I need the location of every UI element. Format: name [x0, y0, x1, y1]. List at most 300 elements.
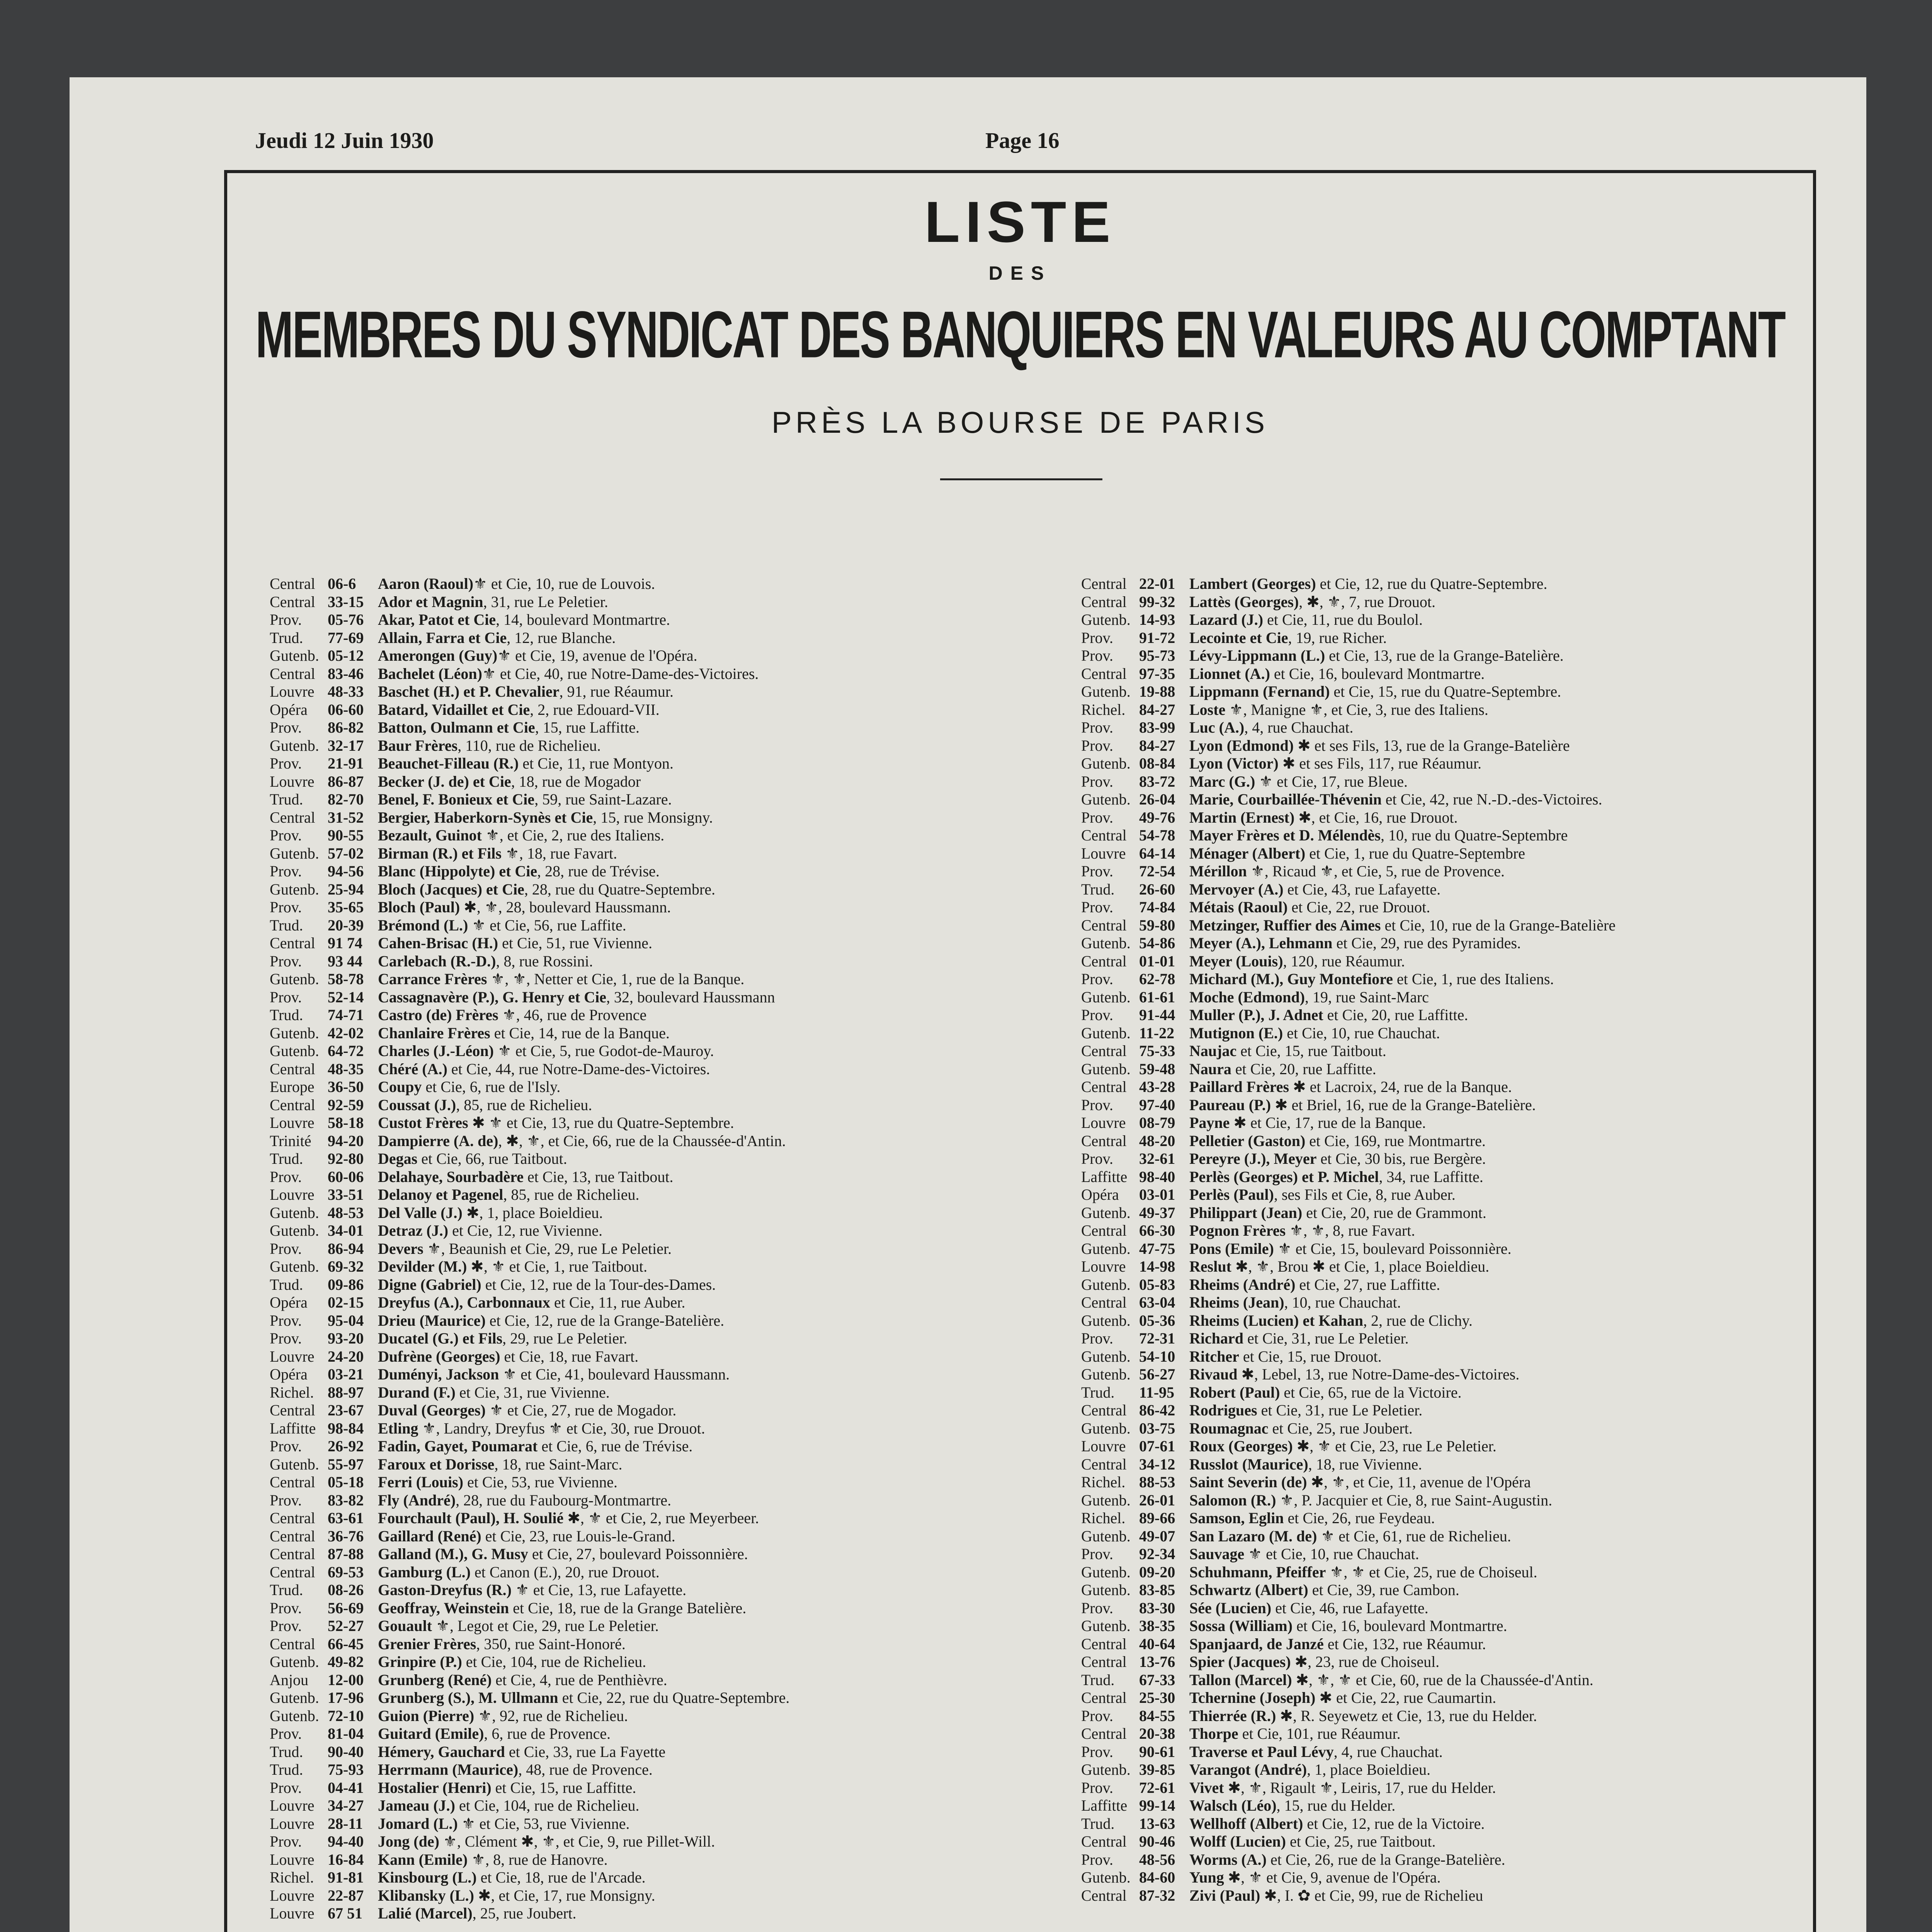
- member-exchange: Gutenb.: [270, 1258, 319, 1275]
- member-phone-number: 86-82: [328, 719, 364, 736]
- member-name: Reslut: [1189, 1258, 1231, 1275]
- member-phone-number: 14-98: [1139, 1258, 1175, 1275]
- member-phone-number: 26-60: [1139, 880, 1175, 898]
- member-address: ⚜, Clément ✱, ⚜, et Cie, 9, rue Pillet-Will.: [439, 1833, 715, 1850]
- member-entry: [378, 1743, 665, 1760]
- member-exchange: Gutenb.: [1081, 1617, 1131, 1634]
- member-address: ✱ et Briel, 16, rue de la Grange-Batelière.: [1271, 1096, 1536, 1114]
- member-row: [270, 665, 1035, 683]
- member-exchange: Louvre: [1081, 1437, 1126, 1455]
- member-row: [1081, 1312, 1846, 1330]
- member-phone-number: 14-93: [1139, 611, 1175, 628]
- member-phone-number: 33-15: [328, 593, 364, 611]
- member-exchange: Gutenb.: [270, 1042, 319, 1060]
- member-entry: [1189, 1366, 1519, 1383]
- member-entry: [1189, 1096, 1536, 1114]
- member-name: Luc (A.): [1189, 719, 1245, 736]
- member-entry: [378, 1779, 636, 1796]
- member-row: [270, 1330, 1035, 1348]
- member-name: Castro (de) Frères: [378, 1006, 498, 1024]
- member-name: Tchernine (Joseph): [1189, 1689, 1316, 1706]
- member-name: Pelletier (Gaston): [1189, 1132, 1306, 1150]
- member-phone-number: 90-40: [328, 1743, 364, 1760]
- member-exchange: Louvre: [1081, 1114, 1126, 1131]
- member-entry: [378, 988, 775, 1006]
- member-phone-number: 42-02: [328, 1024, 364, 1042]
- member-phone-number: 98-40: [1139, 1168, 1175, 1185]
- member-address: , 8, rue Rossini.: [496, 952, 593, 970]
- member-entry: [378, 1330, 627, 1347]
- member-address: , 15, rue du Helder.: [1276, 1797, 1396, 1814]
- member-address: ⚜, ⚜, Netter et Cie, 1, rue de la Banque.: [487, 970, 745, 988]
- member-exchange: Gutenb.: [1081, 791, 1131, 808]
- member-phone-number: 72-61: [1139, 1779, 1175, 1796]
- member-entry: [1189, 845, 1525, 862]
- member-name: Sauvage: [1189, 1545, 1245, 1563]
- member-name: Baur Frères: [378, 736, 458, 754]
- member-name: Tallon (Marcel): [1189, 1671, 1292, 1689]
- member-row: [1081, 1204, 1846, 1222]
- member-row: [270, 755, 1035, 773]
- member-row: [270, 898, 1035, 917]
- member-entry: [378, 1258, 647, 1275]
- member-name: Naujac: [1189, 1042, 1237, 1060]
- member-entry: [378, 1294, 685, 1311]
- title-rule: [940, 478, 1102, 480]
- member-exchange: Prov.: [270, 1725, 302, 1742]
- member-phone-number: 31-52: [328, 808, 364, 826]
- member-name: Rheims (André): [1189, 1276, 1296, 1293]
- member-entry: [1189, 934, 1521, 952]
- member-exchange: Gutenb.: [1081, 988, 1131, 1006]
- member-row: [1081, 755, 1846, 773]
- member-phone-number: 33-51: [328, 1186, 364, 1203]
- member-name: Sossa (William): [1189, 1617, 1293, 1634]
- member-entry: [1189, 665, 1485, 682]
- member-name: Worms (A.): [1189, 1850, 1267, 1868]
- member-exchange: Gutenb.: [1081, 1761, 1131, 1778]
- member-entry: [1189, 1150, 1486, 1167]
- member-phone-number: 59-48: [1139, 1060, 1175, 1078]
- member-entry: [1189, 1186, 1456, 1203]
- member-row: [270, 1060, 1035, 1078]
- member-address: ⚜ et Cie, 15, boulevard Poissonnière.: [1274, 1240, 1512, 1257]
- member-entry: [1189, 1456, 1422, 1473]
- member-phone-number: 91 74: [328, 934, 362, 952]
- member-exchange: Prov.: [1081, 772, 1113, 790]
- member-row: [270, 1006, 1035, 1024]
- member-name: Coupy: [378, 1078, 422, 1095]
- member-phone-number: 67 51: [328, 1905, 362, 1922]
- member-address: et Cie, 31, rue Vivienne.: [455, 1383, 610, 1401]
- member-entry: [1189, 1312, 1473, 1329]
- member-address: ✱, ⚜, et Cie, 11, avenue de l'Opéra: [1307, 1473, 1531, 1491]
- member-phone-number: 66-30: [1139, 1222, 1175, 1239]
- member-exchange: Prov.: [1081, 1096, 1113, 1114]
- member-name: Robert (Paul): [1189, 1383, 1280, 1401]
- member-row: [1081, 1743, 1846, 1761]
- member-address: , 12, rue Blanche.: [507, 629, 616, 646]
- member-name: Bergier, Haberkorn-Synès et Cie: [378, 808, 593, 826]
- title-main: MEMBRES DU SYNDICAT DES BANQUIERS EN VALEURS AU COMPTANT: [255, 298, 1785, 372]
- member-phone-number: 48-56: [1139, 1850, 1175, 1868]
- member-name: Traverse et Paul Lévy: [1189, 1743, 1334, 1760]
- member-phone-number: 72-54: [1139, 862, 1175, 880]
- member-entry: [378, 1473, 617, 1491]
- member-address: ✱, ⚜ et Cie, 2, rue Meyerbeer.: [563, 1509, 759, 1527]
- member-phone-number: 19-88: [1139, 683, 1175, 700]
- member-address: , 6, rue de Provence.: [484, 1725, 611, 1742]
- member-phone-number: 09-86: [328, 1276, 364, 1293]
- member-row: [270, 1689, 1035, 1707]
- member-entry: [378, 809, 713, 826]
- member-exchange: Prov.: [270, 1311, 302, 1329]
- member-address: et Cie, 16, boulevard Montmartre.: [1293, 1617, 1507, 1634]
- member-exchange: Central: [1081, 1833, 1127, 1850]
- member-phone-number: 48-33: [328, 683, 364, 700]
- member-phone-number: 36-50: [328, 1078, 364, 1095]
- member-phone-number: 74-84: [1139, 898, 1175, 916]
- member-name: Rheims (Jean): [1189, 1294, 1284, 1311]
- member-exchange: Prov.: [270, 988, 302, 1006]
- member-row: [1081, 1779, 1846, 1797]
- member-phone-number: 83-99: [1139, 719, 1175, 736]
- member-entry: [1189, 1258, 1489, 1275]
- member-entry: [1189, 1545, 1419, 1563]
- member-row: [1081, 737, 1846, 755]
- member-entry: [378, 1348, 638, 1365]
- member-row: [1081, 1006, 1846, 1024]
- member-name: Dreyfus (A.), Carbonnaux: [378, 1294, 550, 1311]
- member-address: ⚜, Beaunish et Cie, 29, rue Le Peletier.: [423, 1240, 672, 1257]
- member-row: [1081, 898, 1846, 917]
- member-row: [1081, 845, 1846, 863]
- member-address: ⚜ et Cie, 61, rue de Richelieu.: [1317, 1527, 1511, 1545]
- member-entry: [378, 1132, 786, 1150]
- member-exchange: Prov.: [1081, 1743, 1113, 1760]
- member-address: et Cie, 6, rue de l'Isly.: [422, 1078, 561, 1095]
- member-phone-number: 62-78: [1139, 970, 1175, 988]
- member-entry: [378, 1114, 734, 1131]
- member-entry: [1189, 1276, 1440, 1293]
- member-entry: [1189, 1779, 1496, 1796]
- member-name: Mayer Frères et D. Mélendès: [1189, 827, 1381, 844]
- member-name: Sée (Lucien): [1189, 1599, 1272, 1617]
- member-name: Varangot (André): [1189, 1761, 1307, 1778]
- member-row: [270, 1617, 1035, 1635]
- member-address: ✱ et ses Fils, 13, rue de la Grange-Batelière: [1294, 736, 1570, 754]
- member-exchange: Richel.: [270, 1869, 314, 1886]
- member-entry: [1189, 1869, 1441, 1886]
- member-address: et Cie, 31, rue Le Peletier.: [1257, 1401, 1423, 1419]
- member-row: [1081, 1492, 1846, 1510]
- member-phone-number: 84-27: [1139, 736, 1175, 754]
- title-bourse: PRÈS LA BOURSE DE PARIS: [771, 405, 1269, 439]
- member-row: [270, 1186, 1035, 1204]
- member-entry: [1189, 1653, 1439, 1670]
- member-row: [270, 593, 1035, 611]
- member-exchange: Trud.: [270, 791, 303, 808]
- member-exchange: Gutenb.: [1081, 1869, 1131, 1886]
- member-row: [270, 1527, 1035, 1546]
- member-phone-number: 67-33: [1139, 1671, 1175, 1689]
- member-name: Philippart (Jean): [1189, 1204, 1303, 1221]
- member-address: et Cie, 26, rue de la Grange-Batelière.: [1266, 1850, 1505, 1868]
- member-entry: [1189, 1635, 1486, 1653]
- member-address: et Cie, 39, rue Cambon.: [1308, 1581, 1459, 1599]
- member-address: et Cie, 10, rue de la Grange-Batelière: [1381, 916, 1616, 934]
- member-phone-number: 05-18: [328, 1473, 364, 1491]
- member-entry: [1189, 809, 1458, 826]
- member-name: Perlès (Georges) et P. Michel: [1189, 1168, 1379, 1185]
- content-frame: [224, 170, 1816, 1932]
- member-address: et Cie, 65, rue de la Victoire.: [1280, 1383, 1462, 1401]
- member-exchange: Gutenb.: [270, 844, 319, 862]
- member-row: [270, 1779, 1035, 1797]
- member-exchange: Gutenb.: [1081, 755, 1131, 772]
- member-name: Kinsbourg (L.): [378, 1869, 477, 1886]
- member-exchange: Central: [270, 1401, 315, 1419]
- member-row: [270, 701, 1035, 719]
- member-address: , 18, rue Saint-Marc.: [494, 1455, 622, 1473]
- member-name: Aaron (Raoul): [378, 575, 474, 592]
- member-phone-number: 17-96: [328, 1689, 364, 1706]
- member-entry: [1189, 881, 1440, 898]
- member-exchange: Louvre: [270, 1850, 315, 1868]
- member-phone-number: 95-73: [1139, 647, 1175, 664]
- member-address: et Cie, 18, rue de l'Arcade.: [476, 1869, 646, 1886]
- member-exchange: Gutenb.: [1081, 934, 1131, 952]
- member-phone-number: 92-59: [328, 1096, 364, 1114]
- member-entry: [378, 1527, 675, 1545]
- member-entry: [378, 898, 671, 916]
- member-row: [1081, 988, 1846, 1007]
- member-entry: [1189, 1707, 1537, 1725]
- member-address: et Cie, 4, rue de Penthièvre.: [492, 1671, 667, 1689]
- member-exchange: Prov.: [1081, 1545, 1113, 1563]
- member-row: [270, 1905, 1035, 1923]
- member-row: [270, 1761, 1035, 1779]
- member-address: , 1, place Boieldieu.: [1307, 1761, 1430, 1778]
- member-entry: [378, 1599, 746, 1617]
- member-address: , 350, rue Saint-Honoré.: [476, 1635, 626, 1653]
- member-entry: [378, 1833, 715, 1850]
- member-entry: [1189, 1599, 1429, 1617]
- member-exchange: Louvre: [270, 1815, 315, 1832]
- member-address: ✱, ⚜ et Cie, 23, rue Le Peletier.: [1293, 1437, 1497, 1455]
- member-exchange: Gutenb.: [1081, 1366, 1131, 1383]
- member-exchange: Central: [1081, 1455, 1127, 1473]
- member-phone-number: 03-21: [328, 1366, 364, 1383]
- member-name: Roumagnac: [1189, 1419, 1269, 1437]
- member-exchange: Central: [270, 1527, 315, 1545]
- member-address: ✱ et Cie, 17, rue de la Banque.: [1230, 1114, 1426, 1131]
- member-row: [1081, 1384, 1846, 1402]
- member-phone-number: 16-84: [328, 1850, 364, 1868]
- member-address: , 110, rue de Richelieu.: [457, 736, 601, 754]
- member-phone-number: 39-85: [1139, 1761, 1175, 1778]
- member-phone-number: 36-76: [328, 1527, 364, 1545]
- member-address: et Cie, 42, rue N.-D.-des-Victoires.: [1381, 791, 1602, 808]
- member-address: ⚜ et Cie, 10, rue Chauchat.: [1244, 1545, 1419, 1563]
- member-row: [1081, 683, 1846, 701]
- member-entry: [378, 1420, 705, 1437]
- member-entry: [1189, 917, 1616, 934]
- member-row: [1081, 1473, 1846, 1492]
- member-phone-number: 94-20: [328, 1132, 364, 1150]
- member-row: [1081, 1599, 1846, 1617]
- member-phone-number: 05-12: [328, 647, 364, 664]
- member-name: Drieu (Maurice): [378, 1311, 486, 1329]
- member-phone-number: 61-61: [1139, 988, 1175, 1006]
- member-phone-number: 58-78: [328, 970, 364, 988]
- member-row: [1081, 1635, 1846, 1653]
- member-name: Ador et Magnin: [378, 593, 483, 611]
- member-row: [270, 1204, 1035, 1222]
- member-address: et Cie, 13, rue de la Grange-Batelière.: [1325, 647, 1564, 664]
- member-address: ⚜, P. Jacquier et Cie, 8, rue Saint-Augustin.: [1276, 1491, 1553, 1509]
- member-row: [1081, 701, 1846, 719]
- member-row: [1081, 1024, 1846, 1043]
- member-row: [1081, 917, 1846, 935]
- member-phone-number: 09-20: [1139, 1563, 1175, 1581]
- member-address: , 2, rue de Clichy.: [1363, 1311, 1473, 1329]
- member-address: ✱, 23, rue de Choiseul.: [1291, 1653, 1440, 1670]
- member-row: [270, 1222, 1035, 1240]
- member-entry: [1189, 1671, 1594, 1689]
- member-row: [270, 952, 1035, 971]
- member-phone-number: 28-11: [328, 1815, 363, 1832]
- member-address: , 48, rue de Provence.: [518, 1761, 653, 1778]
- member-address: , 4, rue Chauchat.: [1244, 719, 1354, 736]
- member-row: [1081, 1707, 1846, 1725]
- member-row: [270, 934, 1035, 952]
- member-exchange: Gutenb.: [270, 1455, 319, 1473]
- member-address: , 28, rue de Trévise.: [537, 862, 660, 880]
- member-exchange: Gutenb.: [270, 1204, 319, 1221]
- member-phone-number: 22-01: [1139, 575, 1175, 592]
- member-exchange: Gutenb.: [270, 736, 319, 754]
- member-row: [1081, 862, 1846, 881]
- member-row: [1081, 1437, 1846, 1456]
- member-phone-number: 24-20: [328, 1347, 364, 1365]
- member-name: Meyer (Louis): [1189, 952, 1283, 970]
- member-row: [1081, 1851, 1846, 1869]
- member-phone-number: 55-97: [328, 1455, 364, 1473]
- member-address: et Cie, 12, rue de la Tour-des-Dames.: [481, 1276, 716, 1293]
- member-row: [270, 845, 1035, 863]
- member-exchange: Gutenb.: [270, 1024, 319, 1042]
- member-exchange: Trud.: [1081, 1815, 1115, 1832]
- member-row: [270, 1276, 1035, 1294]
- member-name: Lattès (Georges): [1189, 593, 1299, 611]
- member-phone-number: 02-15: [328, 1294, 364, 1311]
- member-entry: [1189, 1887, 1483, 1904]
- member-exchange: Louvre: [270, 1797, 315, 1814]
- member-name: Zivi (Paul): [1189, 1886, 1260, 1904]
- member-entry: [1189, 1240, 1512, 1257]
- member-row: [1081, 934, 1846, 952]
- member-exchange: Gutenb.: [1081, 1204, 1131, 1221]
- member-entry: [378, 1024, 670, 1042]
- member-address: et Cie, 15, rue du Quatre-Septembre.: [1330, 683, 1561, 700]
- member-entry: [378, 593, 608, 611]
- member-address: ⚜ et Cie, 13, rue Lafayette.: [511, 1581, 687, 1599]
- member-address: et Cie, 11, rue Auber.: [550, 1294, 685, 1311]
- member-entry: [1189, 701, 1488, 718]
- member-name: Rivaud: [1189, 1366, 1238, 1383]
- member-name: Kann (Emile): [378, 1850, 468, 1868]
- member-phone-number: 57-02: [328, 844, 364, 862]
- member-address: ⚜ et Cie, 17, rue Bleue.: [1255, 772, 1408, 790]
- member-entry: [1189, 1815, 1485, 1832]
- member-name: Métais (Raoul): [1189, 898, 1288, 916]
- member-name: Allain, Farra et Cie: [378, 629, 507, 646]
- member-address: et Cie, 33, rue La Fayette: [505, 1743, 666, 1760]
- member-name: Bloch (Jacques) et Cie: [378, 880, 524, 898]
- member-entry: [1189, 719, 1353, 736]
- member-name: Wellhoff (Albert): [1189, 1815, 1303, 1832]
- member-exchange: Louvre: [270, 683, 315, 700]
- member-address: et Cie, 26, rue Feydeau.: [1284, 1509, 1435, 1527]
- member-row: [1081, 1456, 1846, 1474]
- member-entry: [1189, 1042, 1386, 1060]
- member-name: Guion (Pierre): [378, 1707, 474, 1725]
- member-exchange: Laffitte: [1081, 1168, 1128, 1185]
- member-row: [270, 1545, 1035, 1563]
- member-address: , 19, rue Saint-Marc: [1304, 988, 1429, 1006]
- member-name: Duval (Georges): [378, 1401, 486, 1419]
- member-exchange: Prov.: [270, 1491, 302, 1509]
- newspaper-page: [70, 77, 1866, 1932]
- member-phone-number: 87-88: [328, 1545, 364, 1563]
- member-address: et Canon (E.), 20, rue Drouot.: [471, 1563, 660, 1581]
- member-row: [1081, 773, 1846, 791]
- title-des: DES: [988, 262, 1052, 284]
- member-name: Devilder (M.): [378, 1258, 467, 1275]
- member-exchange: Trud.: [270, 1743, 303, 1760]
- member-entry: [1189, 611, 1423, 628]
- member-address: et Cie, 11, rue du Boulol.: [1263, 611, 1423, 628]
- member-address: , 28, rue du Quatre-Septembre.: [524, 880, 716, 898]
- member-entry: [378, 1905, 577, 1922]
- member-name: Akar, Patot et Cie: [378, 611, 496, 628]
- member-address: et Cie, 16, boulevard Montmartre.: [1270, 665, 1485, 682]
- member-row: [270, 917, 1035, 935]
- member-address: et Cie, 66, rue Taitbout.: [417, 1150, 567, 1167]
- member-exchange: Louvre: [1081, 1258, 1126, 1275]
- member-entry: [1189, 970, 1554, 988]
- member-entry: [1189, 1330, 1409, 1347]
- member-entry: [1189, 1348, 1382, 1365]
- member-entry: [1189, 952, 1405, 970]
- member-exchange: Trud.: [270, 1150, 303, 1167]
- member-phone-number: 64-14: [1139, 844, 1175, 862]
- member-exchange: Gutenb.: [270, 1689, 319, 1706]
- member-address: ⚜, ⚜ et Cie, 25, rue de Choiseul.: [1326, 1563, 1537, 1581]
- member-entry: [378, 755, 673, 772]
- member-entry: [378, 1276, 716, 1293]
- member-phone-number: 89-66: [1139, 1509, 1175, 1527]
- member-phone-number: 82-70: [328, 791, 364, 808]
- member-phone-number: 83-82: [328, 1491, 364, 1509]
- member-phone-number: 83-72: [1139, 772, 1175, 790]
- member-name: Wolff (Lucien): [1189, 1833, 1286, 1850]
- member-name: Durand (F.): [378, 1383, 456, 1401]
- member-name: Batton, Oulmann et Cie: [378, 719, 535, 736]
- member-row: [270, 1384, 1035, 1402]
- member-address: , 18, rue de Mogador: [511, 772, 641, 790]
